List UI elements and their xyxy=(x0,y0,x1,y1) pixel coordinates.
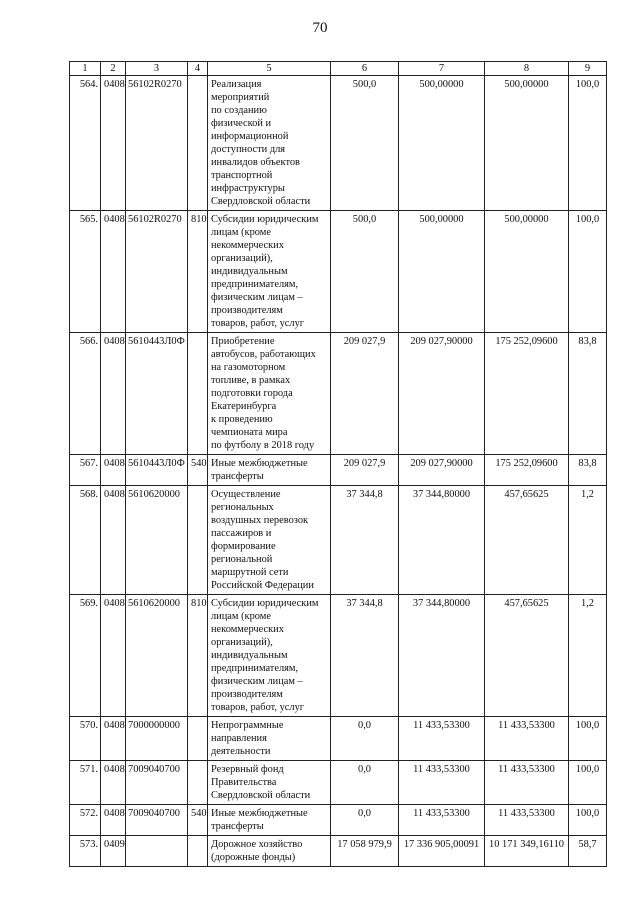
section-code-cell: 0408 xyxy=(101,595,126,717)
section-code-cell: 0409 xyxy=(101,836,126,867)
row-number-cell: 569. xyxy=(70,595,101,717)
table-row xyxy=(70,333,607,455)
section-code-cell: 0408 xyxy=(101,76,126,211)
table-row xyxy=(70,595,607,717)
table-row xyxy=(70,76,607,211)
budget-amount-cell: 17 336 905,00091 xyxy=(399,836,485,867)
section-code-cell: 0408 xyxy=(101,455,126,486)
item-name-line: по созданию xyxy=(211,105,267,116)
expense-type-cell xyxy=(188,761,208,805)
column-header: 7 xyxy=(399,62,485,76)
item-name-line: товаров, работ, услуг xyxy=(211,318,305,329)
budget-amount-cell: 11 433,53300 xyxy=(399,717,485,761)
expense-type-cell: 810 xyxy=(188,211,208,333)
item-name-line: мероприятий xyxy=(211,92,270,103)
item-name-line: некоммерческих xyxy=(211,624,284,635)
article-code-cell: 56102R0270 xyxy=(126,76,188,211)
item-name-line: доступности для xyxy=(211,144,286,155)
executed-amount-cell: 457,65625 xyxy=(485,486,569,595)
item-name-line: физическим лицам – xyxy=(211,292,303,303)
item-name-line: трансферты xyxy=(211,821,264,832)
article-code-cell: 5610443Л0Ф xyxy=(126,333,188,455)
execution-percent-cell: 100,0 xyxy=(569,76,607,211)
item-name-line: лицам (кроме xyxy=(211,227,271,238)
row-number-cell: 571. xyxy=(70,761,101,805)
item-name-line: Реализация xyxy=(211,79,262,90)
expense-type-cell xyxy=(188,76,208,211)
item-name-line: производителям xyxy=(211,689,283,700)
executed-amount-cell: 500,00000 xyxy=(485,211,569,333)
table-row xyxy=(70,717,607,761)
column-header: 1 xyxy=(70,62,101,76)
row-number-cell: 570. xyxy=(70,717,101,761)
table-row xyxy=(70,211,607,333)
table-row xyxy=(70,455,607,486)
budget-amount-cell: 209 027,90000 xyxy=(399,333,485,455)
execution-percent-cell: 58,7 xyxy=(569,836,607,867)
page-number: 70 xyxy=(312,20,328,36)
item-name-line: Российской Федерации xyxy=(211,580,314,591)
approved-amount-cell: 0,0 xyxy=(331,761,399,805)
expense-type-cell: 540 xyxy=(188,805,208,836)
item-name-cell xyxy=(208,595,331,717)
item-name-line: Екатеринбурга xyxy=(211,401,277,412)
item-name-line: инфраструктуры xyxy=(211,183,285,194)
row-number-cell: 573. xyxy=(70,836,101,867)
article-code-cell: 7009040700 xyxy=(126,761,188,805)
section-code-cell: 0408 xyxy=(101,333,126,455)
table-row xyxy=(70,486,607,595)
row-number-cell: 564. xyxy=(70,76,101,211)
article-code-cell: 7000000000 xyxy=(126,717,188,761)
executed-amount-cell: 10 171 349,16110 xyxy=(485,836,569,867)
item-name-line: Дорожное хозяйство xyxy=(211,839,303,850)
item-name-line: Субсидии юридическим xyxy=(211,214,319,225)
item-name-line: Правительства xyxy=(211,777,277,788)
article-code-cell xyxy=(126,836,188,867)
executed-amount-cell: 11 433,53300 xyxy=(485,805,569,836)
budget-amount-cell: 11 433,53300 xyxy=(399,805,485,836)
column-header: 5 xyxy=(208,62,331,76)
approved-amount-cell: 0,0 xyxy=(331,717,399,761)
table-row xyxy=(70,761,607,805)
item-name-line: направления xyxy=(211,733,267,744)
article-code-cell: 5610620000 xyxy=(126,595,188,717)
column-header: 9 xyxy=(569,62,607,76)
table-row xyxy=(70,836,607,867)
item-name-line: чемпионата мира xyxy=(211,427,288,438)
item-name-line: Приобретение xyxy=(211,336,275,347)
executed-amount-cell: 11 433,53300 xyxy=(485,717,569,761)
article-code-cell: 5610620000 xyxy=(126,486,188,595)
item-name-cell xyxy=(208,486,331,595)
item-name-line: физической и xyxy=(211,118,272,129)
item-name-line: индивидуальным xyxy=(211,650,288,661)
item-name-line: Свердловской области xyxy=(211,790,311,801)
expense-type-cell xyxy=(188,717,208,761)
item-name-line: формирование xyxy=(211,541,276,552)
budget-amount-cell: 37 344,80000 xyxy=(399,595,485,717)
item-name-line: транспортной xyxy=(211,170,273,181)
execution-percent-cell: 100,0 xyxy=(569,761,607,805)
section-code-cell: 0408 xyxy=(101,805,126,836)
item-name-line: воздушных перевозок xyxy=(211,515,309,526)
item-name-line: индивидуальным xyxy=(211,266,288,277)
column-header: 6 xyxy=(331,62,399,76)
item-name-line: предпринимателям, xyxy=(211,279,299,290)
approved-amount-cell: 17 058 979,9 xyxy=(331,836,399,867)
budget-amount-cell: 500,00000 xyxy=(399,76,485,211)
item-name-line: подготовки города xyxy=(211,388,293,399)
item-name-line: Иные межбюджетные xyxy=(211,808,308,819)
execution-percent-cell: 100,0 xyxy=(569,717,607,761)
table-row xyxy=(70,805,607,836)
executed-amount-cell: 175 252,09600 xyxy=(485,333,569,455)
article-code-cell: 56102R0270 xyxy=(126,211,188,333)
item-name-cell xyxy=(208,805,331,836)
section-code-cell: 0408 xyxy=(101,761,126,805)
item-name-line: на газомоторном xyxy=(211,362,286,373)
approved-amount-cell: 500,0 xyxy=(331,211,399,333)
item-name-line: информационной xyxy=(211,131,289,142)
item-name-line: Резервный фонд xyxy=(211,764,284,775)
approved-amount-cell: 500,0 xyxy=(331,76,399,211)
approved-amount-cell: 37 344,8 xyxy=(331,595,399,717)
section-code-cell: 0408 xyxy=(101,717,126,761)
expense-type-cell xyxy=(188,486,208,595)
column-header: 2 xyxy=(101,62,126,76)
budget-amount-cell: 37 344,80000 xyxy=(399,486,485,595)
executed-amount-cell: 11 433,53300 xyxy=(485,761,569,805)
item-name-line: Иные межбюджетные xyxy=(211,458,308,469)
column-header: 3 xyxy=(126,62,188,76)
item-name-line: деятельности xyxy=(211,746,271,757)
item-name-cell xyxy=(208,76,331,211)
section-code-cell: 0408 xyxy=(101,211,126,333)
item-name-line: Свердловской области xyxy=(211,196,311,207)
item-name-cell xyxy=(208,455,331,486)
item-name-line: пассажиров и xyxy=(211,528,272,539)
item-name-line: маршрутной сети xyxy=(211,567,289,578)
item-name-line: региональных xyxy=(211,502,274,513)
budget-amount-cell: 500,00000 xyxy=(399,211,485,333)
item-name-cell xyxy=(208,717,331,761)
item-name-line: топливе, в рамках xyxy=(211,375,291,386)
item-name-cell xyxy=(208,211,331,333)
row-number-cell: 568. xyxy=(70,486,101,595)
table-body xyxy=(70,76,607,867)
execution-percent-cell: 1,2 xyxy=(569,595,607,717)
executed-amount-cell: 457,65625 xyxy=(485,595,569,717)
column-header: 4 xyxy=(188,62,208,76)
item-name-line: по футболу в 2018 году xyxy=(211,440,315,451)
executed-amount-cell: 500,00000 xyxy=(485,76,569,211)
row-number-cell: 565. xyxy=(70,211,101,333)
approved-amount-cell: 37 344,8 xyxy=(331,486,399,595)
executed-amount-cell: 175 252,09600 xyxy=(485,455,569,486)
item-name-line: производителям xyxy=(211,305,283,316)
item-name-line: (дорожные фонды) xyxy=(211,852,296,863)
approved-amount-cell: 0,0 xyxy=(331,805,399,836)
execution-percent-cell: 100,0 xyxy=(569,211,607,333)
column-header: 8 xyxy=(485,62,569,76)
execution-percent-cell: 83,8 xyxy=(569,333,607,455)
item-name-line: Субсидии юридическим xyxy=(211,598,319,609)
budget-table xyxy=(69,61,607,867)
item-name-line: региональной xyxy=(211,554,273,565)
expense-type-cell: 810 xyxy=(188,595,208,717)
row-number-cell: 566. xyxy=(70,333,101,455)
row-number-cell: 567. xyxy=(70,455,101,486)
item-name-line: организаций), xyxy=(211,637,273,648)
item-name-line: инвалидов объектов xyxy=(211,157,300,168)
item-name-line: трансферты xyxy=(211,471,264,482)
approved-amount-cell: 209 027,9 xyxy=(331,455,399,486)
item-name-line: Осуществление xyxy=(211,489,281,500)
item-name-line: товаров, работ, услуг xyxy=(211,702,305,713)
article-code-cell: 7009040700 xyxy=(126,805,188,836)
expense-type-cell xyxy=(188,333,208,455)
item-name-cell xyxy=(208,836,331,867)
item-name-line: к проведению xyxy=(211,414,273,425)
expense-type-cell: 540 xyxy=(188,455,208,486)
execution-percent-cell: 100,0 xyxy=(569,805,607,836)
expense-type-cell xyxy=(188,836,208,867)
execution-percent-cell: 1,2 xyxy=(569,486,607,595)
execution-percent-cell: 83,8 xyxy=(569,455,607,486)
row-number-cell: 572. xyxy=(70,805,101,836)
item-name-line: лицам (кроме xyxy=(211,611,271,622)
item-name-line: предпринимателям, xyxy=(211,663,299,674)
item-name-line: автобусов, работающих xyxy=(211,349,316,360)
item-name-cell xyxy=(208,333,331,455)
budget-amount-cell: 209 027,90000 xyxy=(399,455,485,486)
article-code-cell: 5610443Л0Ф xyxy=(126,455,188,486)
item-name-line: Непрограммные xyxy=(211,720,284,731)
section-code-cell: 0408 xyxy=(101,486,126,595)
approved-amount-cell: 209 027,9 xyxy=(331,333,399,455)
item-name-line: организаций), xyxy=(211,253,273,264)
table-header-row xyxy=(70,62,607,76)
item-name-line: физическим лицам – xyxy=(211,676,303,687)
item-name-line: некоммерческих xyxy=(211,240,284,251)
budget-amount-cell: 11 433,53300 xyxy=(399,761,485,805)
item-name-cell xyxy=(208,761,331,805)
